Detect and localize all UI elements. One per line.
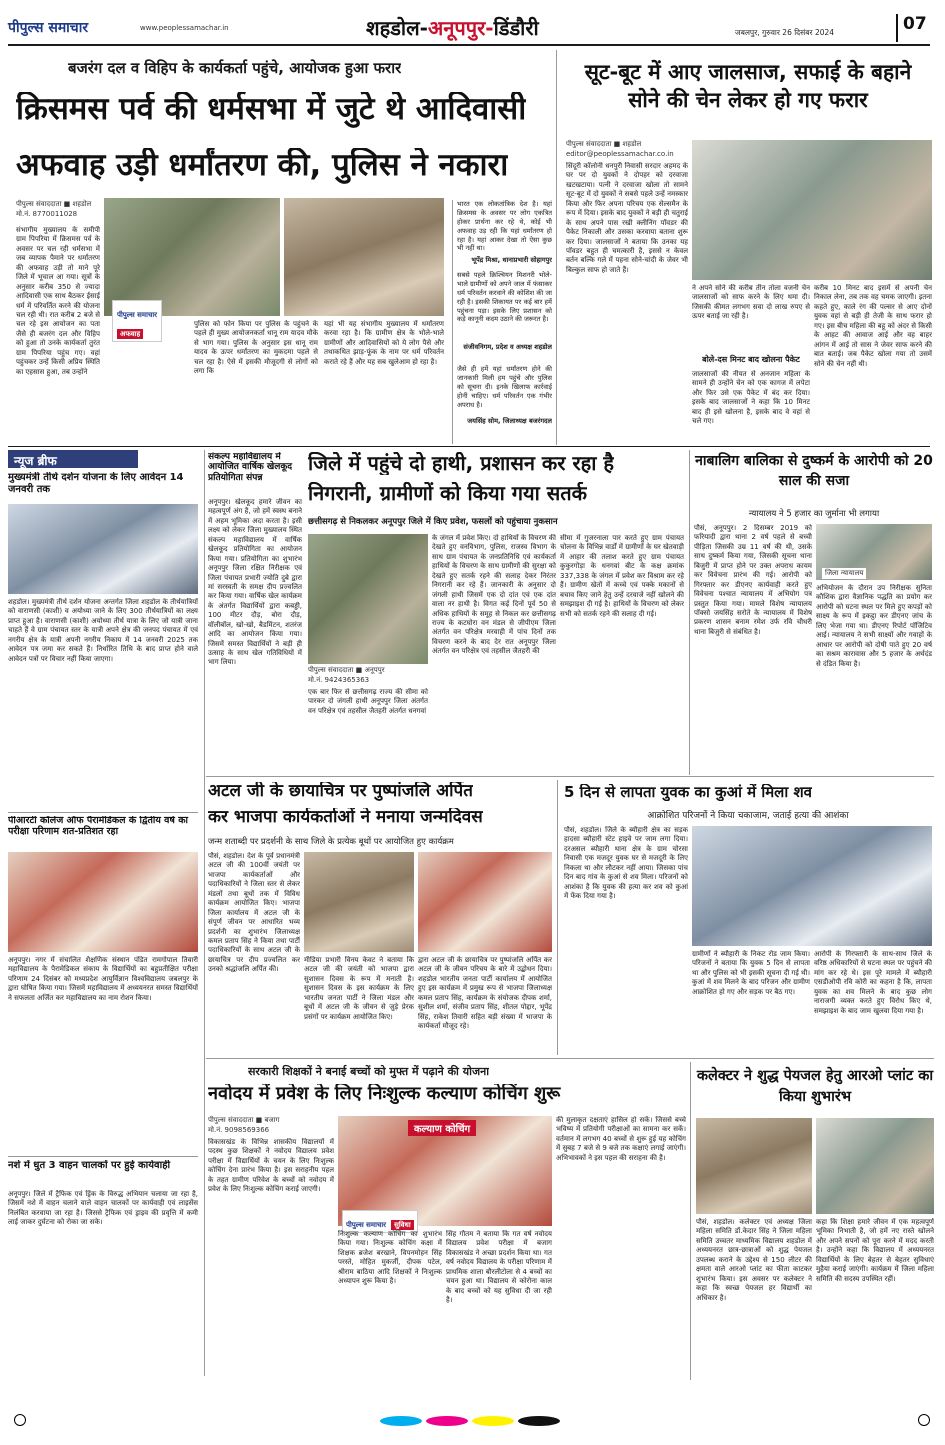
divider-horizontal-3 xyxy=(206,1058,934,1059)
story-atal-ji xyxy=(208,780,554,1055)
news-brief-item3-head: नशे में धुत 3 वाहन चालकों पर हुई कार्यवाही xyxy=(8,1160,171,1171)
news-brief-item2-head: पीआरटी कॉलेज ऑफ पैरामेडिकल के द्वितीय वर्ष का परीक्षा परिणाम शत-प्रतिशत रहा xyxy=(8,816,188,837)
story3-subhead: छत्तीसगढ़ से निकलकर अनूपपुर जिले में किए प्रवेश, फसलों को पहुंचाया नुकसान xyxy=(308,517,558,527)
divider-horizontal-2 xyxy=(206,776,934,777)
story4-body-col2: अभियोजन के दौरान उप निरीक्षक सुनिता कौशिक द्वारा वैज्ञानिक पद्धति का प्रयोग कर आरोपी को घटना स्थल पर मिले हुए कपड़ों को साक्ष्य के रूप में इकट्ठा कर डीएनए जांच के लिए भेजा गया था। डीएनए रिपोर्ट पॉजिटिव आई। न्यायालय ने सभी साक्ष्यों और गवाहों के आधार पर आरोपी को दोषी पाते हुए 20 वर्ष का सश्रम कारावास और 5 हजार के अर्थदंड से दंडित किया है। xyxy=(816,584,932,668)
cmyk-swatches xyxy=(380,1416,560,1426)
news-brief-item2-photo xyxy=(8,852,198,952)
story1-kicker: बजरंग दल व विहिप के कार्यकर्ता पहुंचे, आयोजक हुआ फरार xyxy=(68,59,402,77)
news-brief-column xyxy=(8,450,203,1380)
news-brief-divider-2 xyxy=(8,1156,198,1157)
story4-photo-caption: जिला न्यायालय xyxy=(822,568,866,579)
story1-photo-left xyxy=(104,198,280,316)
story5-headline-line1: अटल जी के छायाचित्र पर पुष्पांजलि अर्पित xyxy=(208,782,473,801)
masthead-logo: पीपुल्स समाचार xyxy=(8,20,89,36)
sports-headline: संकल्प महाविद्यालय में आयोजित वार्षिक खेलकूद प्रतियोगिता संपन्न xyxy=(208,452,293,483)
story1-quotes-column xyxy=(452,200,552,444)
story3-headline-line2: निगरानी, ग्रामीणों को किया गया सतर्क xyxy=(308,482,588,505)
story1-quote1-by: भूपेंद्र मिश्रा, थानाप्रभारी सोहागपुर xyxy=(471,256,552,264)
story1-mobile: मो.नं. 8770011028 xyxy=(16,210,78,218)
story5-headline-line2: कर भाजपा कार्यकर्ताओं ने मनाया जन्मदिवस xyxy=(208,808,483,827)
story1-quote2: सबसे पहले क्रिश्चियन मिशनरी भोले-भाले ग्रामीणों को अपने जाल में फंसाकर धर्म परिवर्तन करवाने की कोशिश की जा रही है। इसकी शिकायत पर कई बार हमें पहुंचना पड़ा। इसके लिए प्रशासन को कड़े कानूनी कदम उठाने की जरूरत है। xyxy=(457,271,552,324)
story1-badge-logo: पीपुल्स समाचार xyxy=(117,311,158,319)
story1-badge-text: अफवाह xyxy=(117,329,143,339)
story7-headline: नवोदय में प्रवेश के लिए निःशुल्क कल्याण कोचिंग शुरू xyxy=(208,1084,561,1104)
news-brief-divider-1 xyxy=(8,812,198,813)
story2-subhead-box xyxy=(692,354,810,368)
masthead xyxy=(0,0,945,48)
story7-banner xyxy=(408,1120,476,1136)
story5-photo-right xyxy=(418,852,552,952)
masthead-website: www.peoplessamachar.in xyxy=(140,24,229,32)
divider-horizontal-1 xyxy=(8,446,930,447)
story8-body-col2: कहा कि शिक्षा हमारे जीवन में एक महत्वपूर्ण भूमिका निभाती है, जो हमें नए रास्ते खोलने और अपने सपनों को पूरा करने में मदद करती है। उन्होंने कहा कि विद्यालय में अध्ययनरत विद्यार्थियों के लिए बेहतर से बेहतर सुविधाएं मुहैया कराई जाएंगी। कार्यक्रम में जिला महिला समिति की सदस्य उपस्थित रहीं। xyxy=(816,1218,934,1283)
story4-subhead: न्यायालय ने 5 हजार का जुर्माना भी लगाया xyxy=(748,509,880,519)
story6-headline: 5 दिन से लापता युवक का कुआं में मिला शव xyxy=(564,784,812,801)
story1-headline-line2: अफवाह उड़ी धर्मांतरण की, पुलिस ने नकारा xyxy=(16,148,509,183)
story-navodaya xyxy=(208,1062,688,1380)
story2-body-col2b: जालसाजों की नीयत से अनजान महिला के सामने ही उन्होंने चेन को एक कागज में लपेटा और फिर उसे एक पैकेट में बंद कर दिया। इसके बाद जालसाजों ने कहा कि 10 मिनट बाद ही इसे खोलना है, इसके बाद वे वहां से चले गए। xyxy=(692,370,810,426)
story2-subhead: बोले-दस मिनट बाद खोलना पैकेट xyxy=(702,355,800,364)
news-brief-item1-head: मुख्यमंत्री तीर्थ दर्शन योजना के लिए आवेदन 14 जनवरी तक xyxy=(8,472,184,495)
story5-subhead: जन्म शताब्दी पर प्रदर्शनी के साथ जिले के प्रत्येक बूथों पर आयोजित हुए कार्यक्रम xyxy=(208,837,454,847)
story6-body-col3: आरोपी के गिरफ्तारी के साथ-साथ जिले के वरिष्ठ अधिकारियों से घटना स्थल पर पहुंचने की मांग कर रहे थे। इस पूरे मामले में ब्यौहारी एसडीओपी रवि कोरी का कहना है कि, लापता युवक का शव मिलने के बाद कुछ लोग नाराजगी व्यक्त करते हुए विरोध किए थे, समझाइश के बाद जाम खुलवा दिया गया है। xyxy=(814,950,932,1015)
news-brief-title: न्यूज ब्रीफ xyxy=(8,450,138,468)
story8-photo-right xyxy=(816,1118,934,1214)
divider-vertical-left xyxy=(204,450,205,1376)
story1-body-col1: संभागीय मुख्यालय के समीपी ग्राम पिपरिया में क्रिसमस पर्व के अवसर पर चल रही धर्मसभा में जब व्यापक पैमाने पर धर्मांतरण की अफवाह उड़ी तो माने पूरे जिले में भूचाल आ गया। सूत्रों के अनुसार करीब 350 से ज्यादा आदिवासी एक साथ बैठकर ईसाई धर्म में परिवर्तित करने की योजना चल रही थी। रात करीब 2 बजे से चल रहे इस आयोजन का पता जैसे ही बजरंग दल और विहिप को हुआ तो उनके कार्यकर्ता तुरंत ग्राम पिपरिया पहुंच गए। वहां पहुंचकर उन्हें किसी अप्रिय स्थिति का एहसास हुआ, तब उन्होंने xyxy=(16,226,100,376)
story4-headline: नाबालिग बालिका से दुष्कर्म के आरोपी को 20 साल की सजा xyxy=(695,453,933,489)
story1-body-col3: यहां भी यह संभागीय मुख्यालय में धर्मांतरण करवा रहा है। कि ग्रामीण क्षेत्र के भोले-भाले ग्रामीणों और आदिवासियों को ये लोग पैसे और तथाकथित झाड़-फूंक के नाम पर धर्म परिवर्तन कराते रहे हैं और यह सब खुलेआम हो रहा है। xyxy=(324,320,444,366)
story2-body-col1: सिंदूरी कॉलोनी धनपुरी निवासी सरदार अहमद के घर पर दो युवकों ने दोपहर को दरवाजा खटखटाया। पत्नी ने दरवाजा खोला तो सामने सूट-बूट में दो युवकों ने सबसे पहले उन्हें नमस्कार किया और फिर अपना परिचय एक सेल्समैन के रूप में दिया। इसके बाद युवकों ने बड़ी ही चतुराई के साथ अपने पास रखी क्लीनिंग पॉवडर की पैकेट निकाली और उसका करवाया बताना शुरू कर दिया। जालसाजों ने बताया कि उनका यह पॉवडर बहुत ही चमत्कारी है, इससे न केवल बर्तन बल्कि गले में पहना सोने-चांदी के जेवर भी बिल्कुल साफ हो जाते हैं। xyxy=(566,162,688,274)
section-title-anuppur: अनूपपुर- xyxy=(427,16,494,40)
dateline: जबलपुर, गुरुवार 26 दिसंबर 2024 xyxy=(735,28,835,37)
divider-vertical-top xyxy=(556,50,557,445)
story6-body-col2: ग्रामीणों ने ब्यौहारी के निकट रोड जाम किया। परिजनों ने बताया कि युवक 5 दिन से लापता था और पुलिस को भी इसकी सूचना दी गई थी। कुआं में शव मिलने के बाद परिजन और ग्रामीण आक्रोशित हो गए और सड़क पर बैठ गए। xyxy=(692,950,810,996)
divider-vertical-lower xyxy=(557,780,558,1055)
story3-headline-line1: जिले में पहुंचे दो हाथी, प्रशासन कर रहा है xyxy=(308,452,615,475)
section-title xyxy=(366,14,539,41)
story8-headline: कलेक्टर ने शुद्ध पेयजल हेतु आरओ प्लांट का किया शुभारंभ xyxy=(696,1068,934,1106)
story1-quote2-by: संजीवनिगम, प्रदेश व अध्यक्ष शहडोल xyxy=(463,343,552,351)
story6-body-col1: पौसं, शहडोल। जिले के ब्यौहारी क्षेत्र का सड़क हादसा ब्यौहारी स्टेट हाइवे पर जाम लगा दिया। दरअसल ब्यौहारी थाना क्षेत्र के ग्राम चोरसा निवासी एक मजदूर युवक घर से मजदूरी के लिए निकला था और लौटकर नहीं आया। जिसका पांच दिन बाद गांव के कुआं से शव मिला। परिजनों को आशंका है कि युवक की हत्या कर शव को कुआं में फेंक दिया गया है। xyxy=(564,826,688,901)
swatch-cyan xyxy=(380,1416,422,1426)
story5-photo-left xyxy=(304,852,414,952)
story1-photo-badge xyxy=(112,300,162,342)
page-number: 07 xyxy=(896,14,926,42)
story3-photo xyxy=(308,534,428,664)
story7-body-col3: सिंह गौतम ने बताया कि गत वर्ष नवोदय विद्यालय प्रवेश परीक्षा में बजाग विकासखंड ने अच्छा प्रदर्शन किया था। गत वर्ष नवोदय विद्यालय के परीक्षा परिणाम में प्राथमिक शाला बौरलीटोला से 4 बच्चों का चयन हुआ था। विद्यालय से कोरोना काल के बाद बच्चों को यह सुविधा दी जा रही है। xyxy=(446,1230,552,1305)
story4-body-col1: पौसं, अनूपपुर। 2 दिसम्बर 2019 को फरियादी द्वारा थाना 2 वर्ष पहले से बच्ची पीड़िता जिसकी उम्र 11 वर्ष की थी, उसके साथ दुष्कर्म किया गया, जिसकी सूचना थाना बिजुरी में प्राप्त होने पर उक्त अपराध कायम कर विवेचना प्रारंभ की गई। आरोपी को गिरफ्तार कर डीएनए कार्यवाही करते हुए विवेचना पश्चात न्यायालय में अभियोग पत्र प्रस्तुत किया गया। मामले विशेष न्यायालय पॉक्सो जयसिंह सरोते के न्यायालय में विशेष प्रकरण शासन बनाम रमेश उर्फ रवि चौधरी थाना बिजुरी से संबंधित है। xyxy=(694,524,812,636)
story3-byline: पीपुल्स संवाददाता ■ अनूपपुर xyxy=(308,666,385,674)
news-brief-item1-photo xyxy=(8,504,198,594)
story6-photo xyxy=(692,826,932,946)
print-color-bar xyxy=(0,1386,945,1445)
divider-vertical-bottom xyxy=(690,1062,691,1380)
story1-headline-line1: क्रिसमस पर्व की धर्मसभा में जुटे थे आदिवासी xyxy=(16,92,527,127)
section-title-dindori: डिंडौरी xyxy=(493,16,539,40)
story5-body-col3: द्वारा अटल जी के छायाचित्र पर पुष्पांजलि अर्पित कर अटल जी के जीवन परिचय के बारे में उद्बोधन दिया। शहडोल भारतीय जनता पार्टी कार्यालय में आयोजित हुए इस कार्यक्रम में प्रमुख रूप से भाजपा जिलाध्यक्ष कमल प्रताप सिंह, कार्यक्रम के संयोजक दीपक शर्मा, सुशील शर्मा, संजीव प्रताप सिंह, शीतल पोद्दार, भूपेंद्र सिंह, राकेश तिवारी सहित बड़ी संख्या में भाजपा के कार्यकर्ता मौजूद रहे। xyxy=(418,956,552,1031)
story7-badge-logo: पीपुल्स समाचार xyxy=(346,1221,387,1229)
swatch-magenta xyxy=(426,1416,468,1426)
story-elephants xyxy=(306,450,686,775)
story7-body-col1: विकासखंड के विभिन्न शासकीय विद्यालयों में पदस्थ कुछ शिक्षकों ने नवोदय विद्यालय प्रवेश परीक्षा में विद्यार्थियों के चयन के लिए निःशुल्क कोचिंग देना प्रारंभ किया है। इस सराहनीय पहल के तहत ग्रामीण परिवेश के बच्चों को नवोदय में प्रवेश के लिए निःशुल्क कोचिंग कराई जाएगी। xyxy=(208,1138,334,1194)
story3-body-col1: एक बार फिर से छत्तीसगढ़ राज्य की सीमा को पारकर दो जंगली हाथी अनूपपुर जिला अंतर्गत वन परिक्षेत्र एवं तहसील जैतहरी अंतर्गत धनगवां xyxy=(308,688,428,715)
news-brief-item2-body: अनूपपुर। नगर में संचालित शैक्षणिक संस्थान पंडित रामगोपाल तिवारी महाविद्यालय के पैरामेडिकल संकाय के विद्यार्थियों का बहुप्रतीक्षित परीक्षा परिणाम 24 दिसंबर को मध्यप्रदेश आयुर्विज्ञान विश्वविद्यालय जबलपुर के द्वारा घोषित किया गया। जिसमें महाविद्यालय में अध्ययनरत समस्त विद्यार्थियों ने सफलता अर्जित कर महाविद्यालय का नाम रोशन किया। xyxy=(8,956,198,1002)
story2-email: editor@peoplessamachar.co.in xyxy=(566,150,674,158)
story1-quote3-by: जयसिंह सोम, जिलाध्यक्ष बजरंगदल xyxy=(467,417,552,425)
news-brief-item1-body: शहडोल। मुख्यमंत्री तीर्थ दर्शन योजना अन्तर्गत जिला शहडोल के तीर्थयात्रियों को वाराणसी (काशी) व अयोध्या जाने के लिए 300 तीर्थयात्रियों का लक्ष्य प्राप्त हुआ है। वाराणसी (काशी) अयोध्या तीर्थ यात्रा के लिए जो यात्री जाना चाहते हैं वे ग्राम पंचायत स्तर के यात्री अपने क्षेत्र की जनपद पंचायत में एवं नगरीय क्षेत्र के यात्री अपनी नगरीय निकाय में 14 जनवरी 2025 तक आवेदन पत्र जमा कर सकते हैं। निर्धारित तिथि के बाद प्राप्त होने वाले आवेदन पत्रों पर विचार नहीं किया जाएगा। xyxy=(8,598,198,663)
story3-body-col2: के जंगल में प्रवेश किए। दो हाथियों के विचरण की देखते हुए वनविभाग, पुलिस, राजस्व विभाग के साथ ग्राम पंचायत के जनप्रतिनिधि एवं कार्यकर्ता हाथियों के विचरण के साथ ग्रामीणों की सुरक्षा को देखते हुए सतर्क रहने की सलाह देकर निरंतर निगरानी कर रहे हैं। जानकारी के अनुसार दो जंगली हाथी जिसमें एक दो दांत एवं एक दांत वाला नर हाथी है। विगत कई दिनों पूर्व 50 से अधिक हाथियों के समूह से निकल कर छत्तीसगढ़ राज्य के कटघोरा वन मंडल से जीपीएम जिला अंतर्गत वन परिक्षेत्र मरवाही में पांच दिनों तक विचरण करने के बाद देर रात अनूपपुर जिला अंतर्गत वन परिक्षेत्र एवं तहसील जैतहरी की xyxy=(432,534,556,656)
story7-byline: पीपुल्स संवाददाता ■ बजाग xyxy=(208,1116,280,1124)
story8-photo-left xyxy=(696,1118,812,1214)
story-court-sentence xyxy=(692,450,935,775)
story-ro-plant xyxy=(694,1062,936,1380)
registration-mark-right xyxy=(918,1414,930,1426)
story2-photo xyxy=(692,140,932,280)
section-title-shahdol: शहडोल- xyxy=(366,16,428,40)
registration-mark-left xyxy=(14,1414,26,1426)
story2-body-col2: ने अपने सोने की करीब तीन तोला वजनी चेन जालसाजों को साफ करने के लिए थमा दी। जिसकी कीमत लगभग सवा दो लाख रुपए से ऊपर बताई जा रही है। xyxy=(692,284,810,321)
sports-body: अनूपपुर। खेलकूद हमारे जीवन का महत्वपूर्ण अंग है, जो हमें स्वस्थ बनाने में अहम भूमिका अदा करता है। इसी लक्ष्य को लेकर जिला मुख्यालय स्थित संकल्प महाविद्यालय में वार्षिक खेलकूद प्रतियोगिता का आयोजन किया गया। प्रतियोगिता का शुभारंभ अनूपपुर जिला रक्षित निरीक्षक एवं जिला पंचायत प्रभारी ज्योति दुबे द्वारा मां सरस्वती के समक्ष दीप प्रज्वलित कर किया गया। वार्षिक खेल कार्यक्रम के अंतर्गत विद्यार्थियों द्वारा कबड्डी, 100 मीटर दौड़, बोरा दौड़, वॉलीबॉल, खो-खो, बैडमिंटन, शतरंज आदि का आयोजन किया गया। जिसमें समस्त विद्यार्थियों ने बड़ी ही उत्साह के साथ खेल गतिविधियों में भाग लिया। xyxy=(208,498,302,667)
story1-byline: पीपुल्स संवाददाता ■ शहडोल xyxy=(16,200,92,208)
story3-mobile: मो.नं. 9424365363 xyxy=(308,676,370,684)
story-christmas xyxy=(8,50,555,448)
story5-body-col1: पौसं, शहडोल। देश के पूर्व प्रधानमंत्री अटल जी की 100वीं जयंती पर भाजपा कार्यकर्ताओं और पदाधिकारियों ने जिला स्तर से लेकर मंडलों तथा बूथों तक में विविध कार्यक्रम आयोजित किए। भाजपा जिला कार्यालय में अटल जी के संपूर्ण जीवन पर आधारित भव्य प्रदर्शनी का शुभारंभ जिलाध्यक्ष कमल प्रताप सिंह ने किया तथा पार्टी पदाधिकारियों के साथ अटल जी के छायाचित्र पर दीप प्रज्वलित कर उनको श्रद्धांजलि अर्पित की। xyxy=(208,852,300,974)
story-chain-theft xyxy=(560,50,937,445)
story6-subhead: आक्रोशित परिजनों ने किया चकाजाम, जताई हत्या की आशंका xyxy=(647,811,849,821)
story1-body-col2: पुलिस को फोन किया पर पुलिस के पहुंचने के पहले ही मुख्य आयोजनकर्ता धानू राम यादव मौके से भाग गया। पुलिस के अनुसार इस धानू राम यादव के ऊपर धर्मांतरण का मुकदमा पहले से चल रहा है। ऐसे में इसकी मौजूदगी से लोगों को लगा कि xyxy=(194,320,318,376)
story1-quote1: भारत एक लोकतांत्रिक देश है। यहां क्रिसमस के अवसर पर लोग एकत्रित होकर प्रार्थना कर रहे थे, कोई भी अफवाह उड़ रही कि यहां धर्मांतरण हो रहा है। यहां आकर देखा तो ऐसा कुछ भी नहीं था। xyxy=(457,200,552,253)
divider-vertical-mid xyxy=(689,450,690,775)
story1-quote3: जैसे ही हमें यहां धर्मांतरण होने की जानकारी मिली हम पहुंचे और पुलिस को सूचना दी। इनके खिलाफ कार्रवाई होनी चाहिए। धर्म परिवर्तन एक गंभीर अपराध है। xyxy=(457,365,552,409)
story8-body-col1: पौसं, शहडोल। कलेक्टर एवं अध्यक्ष जिला महिला समिति डॉ.केदार सिंह ने जिला महिला समिति उच्चतर माध्यमिक विद्यालय शहडोल में अध्ययनरत छात्र-छात्राओं को शुद्ध पेयजल उपलब्ध कराने के उद्देश्य से 150 लीटर की क्षमता वाले आरओ प्लांट का फीता काटकर शुभारंभ किया। इस अवसर पर कलेक्टर ने कहा कि स्वच्छ पेयजल हर विद्यार्थी का अधिकार है। xyxy=(696,1218,812,1302)
story7-body-col4: की मुलाकृत दक्षताएं हासिल हो सकें। जिससे बच्चे भविष्य में प्रतियोगी परीक्षाओं का सामना कर सकें। वर्तमान में लगभग 40 बच्चों से शुरू हुई यह कोचिंग में सुबह 7 बजे से 9 बजे तक कक्षाएं लगाई जाएंगी। अभिभावकों ने इस पहल की सराहना की है। xyxy=(556,1116,686,1162)
story5-photo-caption: मीडिया प्रभारी विनय केवट ने बताया कि अटल जी की जयंती को भाजपा द्वारा सुशासन दिवस के रूप में मनाती है। सुशासन दिवस के इस कार्यक्रम के लिए भारतीय जनता पार्टी ने जिला मंडल और बूथों में अटल जी के जीवन से जुड़े प्रेरक प्रसंगों पर कार्यक्रम आयोजित किए। xyxy=(304,956,414,1021)
story7-badge-text: सुविधा xyxy=(391,1220,414,1230)
news-brief-item3-body: अनूपपुर। जिले में ट्रैफिक एवं ड्रिंक के विरुद्ध अभियान चलाया जा रहा है, जिसमें नशे में वाहन चलाने वाले वाहन चालकों पर कार्यवाही एवं लाइसेंस निलंबित करवाया जा रहा है। जिससे ट्रैफिक एवं ड्राइव की प्रवृत्ति में कमी लाई जाकर दुर्घटना को रोका जा सके। xyxy=(8,1190,198,1227)
swatch-black xyxy=(518,1416,560,1426)
story7-banner-text: कल्याण कोचिंग xyxy=(414,1124,471,1135)
story7-body-col2: निःशुल्क कल्याण कोचिंग का शुभारंभ किया गया। निःशुल्क कोचिंग कक्षा में शिक्षक ब्रजेश बरखाने, विपनमोहन सिंह परस्ते, मोहित मुकर्जी, दीपक पटेल, श्रीराम बाठिया आदि शिक्षकों ने निःशुल्क अध्यापन शुरू किया है। xyxy=(338,1230,442,1286)
story7-mobile: मो.नं. 9098569366 xyxy=(208,1126,270,1134)
story1-photo-right xyxy=(284,198,444,316)
story-sports xyxy=(208,450,302,775)
story7-kicker: सरकारी शिक्षकों ने बनाई बच्चों को मुफ्त में पढ़ाने की योजना xyxy=(248,1065,490,1078)
story2-headline: सूट-बूट में आए जालसाज, सफाई के बहाने सोने की चेन लेकर हो गए फरार xyxy=(584,60,912,113)
story2-byline: पीपुल्स संवाददाता ■ शहडोल xyxy=(566,140,642,148)
story3-body-col3: सीमा में गुजरनाला पार करते हुए ग्राम पंचायत चोलना के विभिन्न वार्डों में ग्रामीणों के घर खेतवाड़ी में आहार की तलाश करते हुए ग्राम पंचायत कुकुरगोड़ा के धनगवां बीट के कक्ष क्रमांक 337,338 के जंगल में प्रवेश कर विश्राम कर रहे हैं। ग्रामीण खेतों में कच्चे एवं पक्के मकानों से बचाव किए जाने हेतु उन्हें दरवाजे नहीं खोलने की समझाइश दी गई है। हाथियों के विचरण को लेकर सभी को सतर्क रहने की सलाह दी गई। xyxy=(560,534,684,618)
story2-body-col3: करीब 10 मिनट बाद इसमें से अपनी चेन निकाल लेना, तब तक वह चमक जाएगी। इतना कहते हुए, काले रंग की पल्सर से आए दोनों युवक वहां से बड़ी ही तेजी के साथ फरार हो गए। इस बीच महिला की बहू को अंदर से किसी के आहट की आवाज आई और वह बाहर आंगन में आई तो सास ने जेवर साफ करने की बात बताई। जब पैकेट खोला गया तो उसमें सोने की चेन नहीं थी। xyxy=(814,284,932,368)
masthead-rule xyxy=(8,44,930,46)
swatch-yellow xyxy=(472,1416,514,1426)
story-missing-youth xyxy=(560,780,936,1055)
